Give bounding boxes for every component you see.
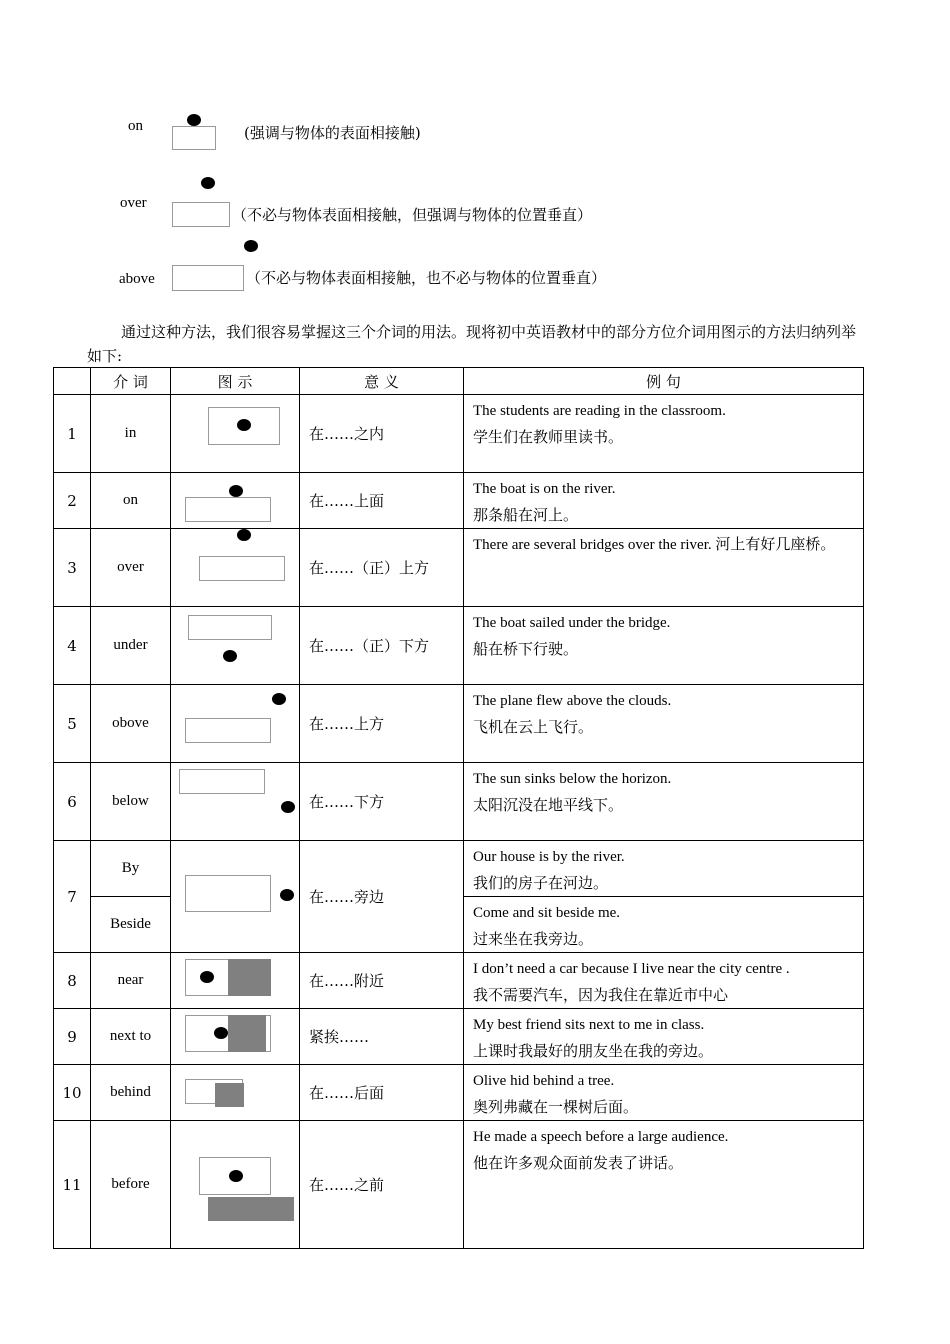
example-en: The boat is on the river. [473, 481, 616, 497]
example-cn: 奥列弗藏在一棵树后面。 [473, 1098, 639, 1116]
box-icon [185, 718, 271, 743]
row-preposition: below [91, 763, 171, 841]
row-number: 10 [54, 1065, 91, 1121]
ball-icon [214, 1027, 228, 1039]
row-number: 7 [54, 841, 91, 953]
legend-word-on: on [128, 118, 143, 134]
ball-icon [281, 801, 295, 813]
example-en: He made a speech before a large audience. [473, 1129, 729, 1145]
legend-word-over: over [120, 195, 147, 211]
row-preposition: near [91, 953, 171, 1009]
header-num [54, 368, 91, 395]
header-example: 例 句 [464, 368, 864, 395]
example-cn: 飞机在云上飞行。 [473, 718, 594, 736]
example-en: Come and sit beside me. [473, 905, 621, 921]
table-row [54, 395, 864, 473]
row-diagram [171, 1009, 300, 1065]
surface-box-icon [172, 265, 244, 291]
example-en: I don’t need a car because I live near the city centre . [473, 961, 790, 977]
example-en: Our house is by the river. [473, 849, 625, 865]
example-cn: 那条船在河上。 [473, 506, 579, 524]
row-preposition: Beside [91, 897, 171, 953]
example-en: There are several bridges over the river. 河上有好几座桥。 [473, 537, 836, 553]
row-number: 5 [54, 685, 91, 763]
row-diagram [171, 395, 300, 473]
ball-icon [201, 177, 215, 189]
box-icon [179, 769, 265, 794]
intro-paragraph: 通过这种方法，我们很容易掌握这三个介词的用法。现将初中英语教材中的部分方位介词用图示的方法归纳列举如下: [87, 323, 857, 365]
table-row [54, 1009, 864, 1065]
row-diagram [171, 1121, 300, 1249]
example-cn: 船在桥下行驶。 [473, 640, 579, 658]
ball-icon [200, 971, 214, 983]
example-en: My best friend sits next to me in class. [473, 1017, 705, 1033]
example-en: The students are reading in the classroom. [473, 403, 726, 419]
row-meaning: 在……（正）下方 [300, 607, 464, 685]
row-meaning: 在……之内 [300, 395, 464, 473]
box-icon [185, 875, 271, 912]
row-example [464, 763, 864, 841]
row-diagram [171, 685, 300, 763]
ball-icon [280, 889, 294, 901]
ball-icon [244, 240, 258, 252]
row-meaning: 在……下方 [300, 763, 464, 841]
table-row [54, 1065, 864, 1121]
row-number: 9 [54, 1009, 91, 1065]
ball-icon [187, 114, 201, 126]
row-number: 1 [54, 395, 91, 473]
ball-icon [237, 419, 251, 431]
surface-box-icon [172, 202, 230, 227]
row-example [464, 607, 864, 685]
example-cn: 学生们在教师里读书。 [473, 428, 624, 446]
row-example [464, 953, 864, 1009]
row-preposition: on [91, 473, 171, 529]
row-example [464, 1121, 864, 1249]
ball-icon [229, 485, 243, 497]
row-example [464, 897, 864, 953]
table-row [54, 763, 864, 841]
preposition-table [53, 367, 864, 1249]
table-row [54, 607, 864, 685]
ball-icon [237, 529, 251, 541]
example-cn: 上课时我最好的朋友坐在我的旁边。 [473, 1042, 714, 1060]
legend-note-above: （不必与物体表面相接触，也不必与物体的位置垂直） [246, 269, 607, 287]
box-icon [185, 497, 271, 522]
row-number: 4 [54, 607, 91, 685]
row-number: 8 [54, 953, 91, 1009]
row-example [464, 395, 864, 473]
example-cn: 我们的房子在河边。 [473, 874, 609, 892]
example-en: The boat sailed under the bridge. [473, 615, 671, 631]
header-diagram: 图 示 [171, 368, 300, 395]
table-row [54, 953, 864, 1009]
header-prep: 介 词 [91, 368, 171, 395]
row-diagram [171, 529, 300, 607]
row-preposition: By [91, 841, 171, 897]
row-number: 3 [54, 529, 91, 607]
row-preposition: next to [91, 1009, 171, 1065]
object-block-icon [228, 1015, 266, 1052]
row-example [464, 685, 864, 763]
table-row [54, 473, 864, 529]
row-example [464, 841, 864, 897]
ball-icon [272, 693, 286, 705]
row-diagram [171, 763, 300, 841]
example-en: Olive hid behind a tree. [473, 1073, 615, 1089]
row-diagram [171, 953, 300, 1009]
row-preposition: under [91, 607, 171, 685]
row-example [464, 473, 864, 529]
row-meaning: 在……后面 [300, 1065, 464, 1121]
row-meaning: 在……附近 [300, 953, 464, 1009]
row-example [464, 1065, 864, 1121]
row-number: 6 [54, 763, 91, 841]
row-meaning: 在……旁边 [300, 841, 464, 953]
legend-word-above: above [119, 271, 155, 287]
example-cn: 我不需要汽车，因为我住在靠近市中心 [473, 986, 729, 1004]
table-header-row [54, 368, 864, 395]
legend-note-over: （不必与物体表面相接触，但强调与物体的位置垂直） [232, 206, 593, 224]
row-number: 11 [54, 1121, 91, 1249]
row-meaning: 紧挨…… [300, 1009, 464, 1065]
example-en: The sun sinks below the horizon. [473, 771, 672, 787]
ball-icon [223, 650, 237, 662]
row-meaning: 在……上面 [300, 473, 464, 529]
header-meaning: 意 义 [300, 368, 464, 395]
row-example [464, 529, 864, 607]
row-number: 2 [54, 473, 91, 529]
object-block-icon [228, 959, 271, 996]
row-diagram [171, 1065, 300, 1121]
row-preposition: before [91, 1121, 171, 1249]
box-icon [188, 615, 272, 640]
row-diagram [171, 607, 300, 685]
legend-note-on: (强调与物体的表面相接触) [244, 124, 421, 142]
surface-box-icon [172, 126, 216, 150]
example-cn: 他在许多观众面前发表了讲话。 [473, 1154, 684, 1172]
row-meaning: 在……之前 [300, 1121, 464, 1249]
row-diagram [171, 473, 300, 529]
row-preposition: over [91, 529, 171, 607]
table-row [54, 841, 864, 897]
row-preposition: behind [91, 1065, 171, 1121]
ball-icon [229, 1170, 243, 1182]
example-cn: 过来坐在我旁边。 [473, 930, 594, 948]
object-block-icon [215, 1083, 244, 1107]
row-diagram [171, 841, 300, 953]
table-row [54, 529, 864, 607]
row-preposition: obove [91, 685, 171, 763]
row-meaning: 在……上方 [300, 685, 464, 763]
example-cn: 太阳沉没在地平线下。 [473, 796, 624, 814]
object-block-icon [208, 1197, 294, 1221]
row-preposition: in [91, 395, 171, 473]
row-meaning: 在……（正）上方 [300, 529, 464, 607]
box-icon [199, 556, 285, 581]
example-en: The plane flew above the clouds. [473, 693, 672, 709]
table-row [54, 1121, 864, 1249]
table-row [54, 685, 864, 763]
row-example [464, 1009, 864, 1065]
